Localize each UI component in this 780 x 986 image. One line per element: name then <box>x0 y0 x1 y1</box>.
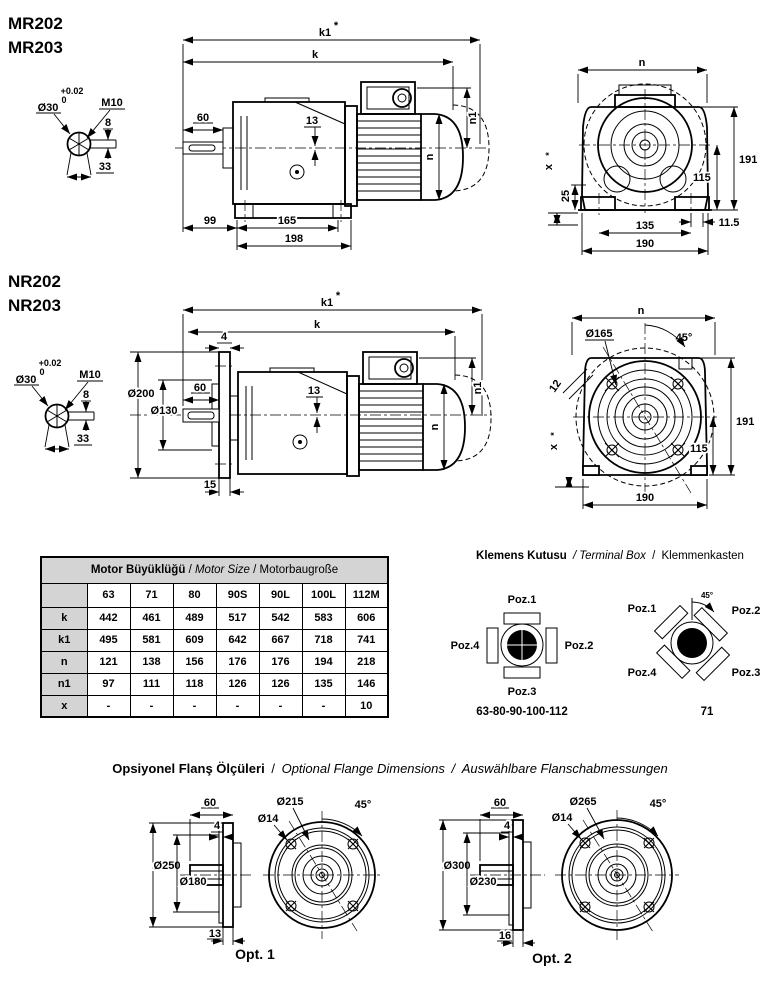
nr-dim-k-label: k <box>313 319 321 331</box>
mr-dim-n1-label: n1 <box>467 111 479 125</box>
motor-size-table-title <box>41 557 388 583</box>
row-label-n1: n1 <box>41 673 87 695</box>
terminal-box2-45deg-label: 45° <box>700 591 714 600</box>
flange-heading-de: Auswählbare Flanschabmessungen <box>461 761 668 776</box>
nr-dim-n1-label: n1 <box>472 381 484 395</box>
terminal-box1-poz2-label: Poz.2 <box>564 640 594 652</box>
table-col-90l: 90L <box>259 583 302 607</box>
mr-rear-dim-x-star: * <box>544 152 554 156</box>
opt1-45deg-label: 45° <box>354 799 372 811</box>
nr-dim-d130-label: Ø130 <box>150 405 178 417</box>
terminal-box1-poz1-label: Poz.1 <box>507 594 537 606</box>
mr-shaft-diameter-label: Ø30 <box>37 102 59 114</box>
nr-dim-13-label: 13 <box>307 385 321 397</box>
cell-k1-90s: 642 <box>216 629 259 651</box>
nr-rear-dim-191-label: 191 <box>736 416 755 428</box>
row-label-x: x <box>41 695 87 717</box>
mr-side-dims <box>183 20 480 250</box>
mr-rear-dim-x-label: x <box>543 163 555 171</box>
cell-k1-63: 495 <box>87 629 130 651</box>
opt1-caption: Opt. 1 <box>235 946 275 962</box>
opt1-4-label: 4 <box>213 820 221 832</box>
motor-size-table-title-row <box>41 557 388 583</box>
nr-shaft-key-width-label: 8 <box>82 389 90 401</box>
opt1-dhole-label: Ø14 <box>257 813 279 825</box>
mr-shaft-key-width-label: 8 <box>104 117 112 129</box>
cell-n1-90s: 126 <box>216 673 259 695</box>
mr-rear-object <box>578 84 712 215</box>
nr-rear-view-drawing <box>545 295 780 530</box>
opt2-dinner-label: Ø230 <box>469 876 497 888</box>
opt2-front-dims <box>552 796 667 839</box>
opt1-thk-label: 13 <box>208 928 222 940</box>
cell-x-112m: 10 <box>345 695 388 717</box>
flange-heading-sep1: / <box>271 761 275 776</box>
nr-rear-dim-190-label: 190 <box>635 492 655 504</box>
nr-side-dims <box>128 290 484 496</box>
table-col-100l: 100L <box>302 583 345 607</box>
table-col-112m: 112M <box>345 583 388 607</box>
nr-shaft-diameter-label: Ø30 <box>15 374 37 386</box>
table-title-tr: Motor Büyüklüğü <box>90 564 186 577</box>
cell-x-90l: - <box>259 695 302 717</box>
opt2-60-label: 60 <box>493 797 507 809</box>
table-title-sep1: / <box>188 564 192 577</box>
flange-heading-sep2: / <box>451 761 456 776</box>
terminal-box1-poz4-label: Poz.4 <box>450 640 480 652</box>
nr-model-line2: NR203 <box>8 296 61 315</box>
row-label-n: n <box>41 651 87 673</box>
table-title-sep2: / <box>253 564 257 577</box>
terminal-box2-object <box>645 596 740 691</box>
mr-rear-dim-191-label: 191 <box>739 154 758 166</box>
cell-k1-112m: 741 <box>345 629 388 651</box>
table-row-k1 <box>41 629 388 651</box>
cell-x-63: - <box>87 695 130 717</box>
terminal-box2-poz3-label: Poz.3 <box>731 667 761 679</box>
terminal-box2-poz2-label: Poz.2 <box>731 605 761 617</box>
cell-n-80: 156 <box>173 651 216 673</box>
nr-side-view-drawing <box>120 288 550 528</box>
mr-model-line2: MR203 <box>8 38 63 57</box>
cell-k-90s: 517 <box>216 607 259 629</box>
table-col-63: 63 <box>87 583 130 607</box>
cell-k-112m: 606 <box>345 607 388 629</box>
mr-rear-view-drawing <box>545 55 775 265</box>
table-row-k <box>41 607 388 629</box>
mr-side-view-drawing <box>175 18 550 258</box>
terminal-box1-caption: 63-80-90-100-112 <box>476 706 568 718</box>
nr-rear-dim-d165-label: Ø165 <box>585 328 613 340</box>
mr-shaft-length-label: 33 <box>98 161 112 173</box>
mr-dim-13-label: 13 <box>305 115 319 127</box>
mr-dim-n-label: n <box>424 153 436 161</box>
table-row-n1 <box>41 673 388 695</box>
mr-rear-dim-25-label: 25 <box>560 189 572 203</box>
cell-k-90l: 542 <box>259 607 302 629</box>
flange-opt1-drawing <box>135 795 415 955</box>
nr-shaft-dims <box>14 358 103 449</box>
table-title-de: Motorbaugroße <box>259 564 339 577</box>
cell-n1-90l: 126 <box>259 673 302 695</box>
cell-k-80: 489 <box>173 607 216 629</box>
row-label-k1: k1 <box>41 629 87 651</box>
opt2-douter-label: Ø300 <box>443 860 471 872</box>
mr-shaft-tolerance-zero-label: 0 <box>61 95 67 105</box>
opt2-side-object <box>470 820 545 930</box>
mr-side-object <box>175 82 489 222</box>
cell-n-90l: 176 <box>259 651 302 673</box>
terminal-heading-tr: Klemens Kutusu <box>476 550 567 562</box>
nr-rear-dim-n-label: n <box>637 305 645 317</box>
cell-k1-80: 609 <box>173 629 216 651</box>
opt2-caption: Opt. 2 <box>532 950 572 966</box>
nr-dim-k1-label: k1 <box>320 297 334 309</box>
mr-dim-198-label: 198 <box>284 233 304 245</box>
mr-rear-dim-135-label: 135 <box>635 220 655 232</box>
mr-shaft-section-drawing <box>28 82 163 187</box>
cell-n-100l: 194 <box>302 651 345 673</box>
mr-dim-k1-star: * <box>333 20 339 32</box>
cell-k-100l: 583 <box>302 607 345 629</box>
terminal-heading-en: Terminal Box <box>579 550 646 562</box>
nr-shaft-tolerance-label: +0.02 <box>38 358 62 368</box>
terminal-box1-object <box>487 613 557 678</box>
mr-dim-k1-label: k1 <box>318 27 332 39</box>
table-row-x <box>41 695 388 717</box>
mr-rear-dim-11-5-label: 11.5 <box>718 217 740 229</box>
mr-rear-dim-115-label: 115 <box>693 172 711 184</box>
terminal-heading-sep2: / <box>652 550 656 562</box>
cell-k-71: 461 <box>130 607 173 629</box>
motor-size-table <box>40 556 389 718</box>
nr-shaft-thread-label: M10 <box>79 369 101 381</box>
nr-dim-4-label: 4 <box>220 331 228 343</box>
nr-dim-15-label: 15 <box>203 479 217 491</box>
cell-n-90s: 176 <box>216 651 259 673</box>
cell-n-112m: 218 <box>345 651 388 673</box>
mr-dim-k-label: k <box>311 49 319 61</box>
mr-shaft-tolerance-label: +0.02 <box>60 86 84 96</box>
terminal-box2-poz4-label: Poz.4 <box>627 667 657 679</box>
opt1-60-label: 60 <box>203 797 217 809</box>
cell-k1-71: 581 <box>130 629 173 651</box>
cell-n1-71: 111 <box>130 673 173 695</box>
terminal-heading-sep1: / <box>572 550 577 562</box>
mr-rear-dim-190-label: 190 <box>635 238 655 250</box>
cell-n-63: 121 <box>87 651 130 673</box>
nr-rear-dim-115-label: 115 <box>690 443 708 455</box>
cell-k-63: 442 <box>87 607 130 629</box>
table-row-n <box>41 651 388 673</box>
table-column-header-row <box>41 583 388 607</box>
nr-dim-d200-label: Ø200 <box>127 388 155 400</box>
table-col-90s: 90S <box>216 583 259 607</box>
flange-section-heading <box>0 761 780 776</box>
mr-shaft-dims <box>36 86 125 177</box>
terminal-box2-caption: 71 <box>700 706 714 718</box>
nr-model-line1: NR202 <box>8 272 61 291</box>
mr-dim-60-label: 60 <box>196 112 210 124</box>
nr-dim-60-label: 60 <box>193 382 207 394</box>
terminal-box-straight-diagram <box>440 588 600 708</box>
cell-n1-63: 97 <box>87 673 130 695</box>
table-title-en: Motor Size <box>194 564 250 577</box>
table-col-71: 71 <box>130 583 173 607</box>
opt2-45deg-label: 45° <box>649 798 667 810</box>
mr-dim-99-label: 99 <box>203 215 217 227</box>
cell-n-71: 138 <box>130 651 173 673</box>
nr-shaft-length-label: 33 <box>76 433 90 445</box>
mr-model-title <box>8 12 63 60</box>
opt1-front-object <box>263 811 381 939</box>
terminal-box2-poz1-label: Poz.1 <box>627 603 657 615</box>
opt1-side-object <box>180 823 253 927</box>
cell-k1-90l: 667 <box>259 629 302 651</box>
cell-x-90s: - <box>216 695 259 717</box>
nr-rear-dim-x-star: * <box>549 432 559 436</box>
terminal-box1-poz3-label: Poz.3 <box>507 686 537 698</box>
terminal-box-heading <box>445 550 775 562</box>
nr-side-object <box>127 352 492 478</box>
opt1-douter-label: Ø250 <box>153 860 181 872</box>
opt2-front-object <box>555 810 679 940</box>
mr-model-line1: MR202 <box>8 14 63 33</box>
mr-shaft-thread-label: M10 <box>101 97 123 109</box>
opt1-dbc-label: Ø215 <box>276 796 304 808</box>
nr-rear-dim-45-label: 45° <box>675 332 693 344</box>
opt2-dhole-label: Ø14 <box>551 812 573 824</box>
nr-dim-k1-star: * <box>335 290 341 302</box>
terminal-box-rotated-diagram <box>612 588 777 708</box>
flange-opt2-drawing <box>425 795 715 960</box>
mr-rear-dims <box>543 57 757 255</box>
table-corner-cell <box>41 583 87 607</box>
nr-rear-dim-x-label: x <box>548 443 560 451</box>
nr-shaft-tolerance-zero-label: 0 <box>39 367 45 377</box>
nr-rear-object <box>573 323 717 499</box>
opt2-thk-label: 16 <box>498 930 512 942</box>
terminal-heading-de: Klemmenkasten <box>661 550 744 562</box>
nr-rear-dims <box>547 305 754 509</box>
mr-rear-dim-n-label: n <box>638 57 646 69</box>
cell-n1-112m: 146 <box>345 673 388 695</box>
nr-model-title <box>8 270 61 318</box>
mr-dim-165-label: 165 <box>277 215 297 227</box>
table-col-80: 80 <box>173 583 216 607</box>
flange-heading-tr: Opsiyonel Flanş Ölçüleri <box>112 761 265 776</box>
row-label-k: k <box>41 607 87 629</box>
cell-n1-100l: 135 <box>302 673 345 695</box>
cell-x-80: - <box>173 695 216 717</box>
cell-n1-80: 118 <box>173 673 216 695</box>
opt1-dinner-label: Ø180 <box>179 876 207 888</box>
cell-k1-100l: 718 <box>302 629 345 651</box>
opt2-4-label: 4 <box>503 820 511 832</box>
nr-dim-n-label: n <box>429 423 441 431</box>
opt2-dbc-label: Ø265 <box>569 796 597 808</box>
flange-heading-en: Optional Flange Dimensions <box>281 761 445 776</box>
cell-x-71: - <box>130 695 173 717</box>
nr-rear-dim-12-label: 12 <box>547 377 564 395</box>
cell-x-100l: - <box>302 695 345 717</box>
